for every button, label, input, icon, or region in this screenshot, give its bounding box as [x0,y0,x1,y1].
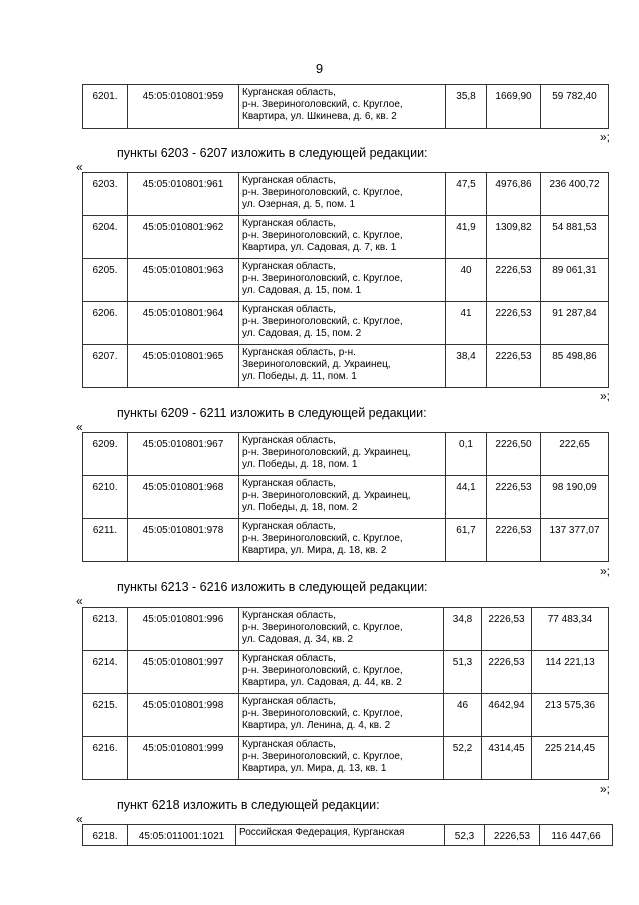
address-line: р-н. Звериноголовский, с. Круглое, [242,533,403,544]
close-quote: »; [600,782,611,796]
close-quote: »; [600,564,611,578]
address-line: Курганская область, [242,175,336,186]
sum: 89 061,31 [541,259,609,302]
address-line: ул. Озерная, д. 5, пом. 1 [242,199,356,210]
address-line: р-н. Звериноголовский, с. Круглое, [242,751,403,762]
row-number: 6211. [83,519,128,562]
paragraph-1: пункты 6203 - 6207 изложить в следующей редакции: [117,146,428,160]
sum: 116 447,66 [540,825,613,846]
cadastral-number: 45:05:010801:963 [128,259,239,302]
address-line: ул. Победы, д. 18, пом. 2 [242,502,358,513]
row-number: 6215. [83,694,128,737]
sum: 77 483,34 [532,608,609,651]
address-line: Звериноголовский, д. Украинец, [242,359,391,370]
sum: 213 575,36 [532,694,609,737]
table-row [83,216,609,259]
address-line: Курганская область, [242,478,336,489]
rate: 2226,53 [487,519,541,562]
address: Курганская область, р-н. Звериноголовский, с. Круглое, Квартира, ул. Шкинева, д. 6, кв. 2 [239,85,446,129]
rate: 2226,53 [485,825,540,846]
address-line: Курганская область, р-н. [242,347,356,358]
address [239,345,446,388]
row-number: 6203. [83,173,128,216]
address-line: Курганская область, [242,610,336,621]
address-line: Курганская область, [242,218,336,229]
row-number: 6214. [83,651,128,694]
row-number: 6207. [83,345,128,388]
address-line: Курганская область, [242,261,336,272]
address-line: р-н. Звериноголовский, с. Круглое, [242,316,403,327]
open-quote: « [76,420,83,434]
rate: 4314,45 [482,737,532,780]
address-line: Квартира, ул. Ленина, д. 4, кв. 2 [242,720,391,731]
address-line: р-н. Звериноголовский, с. Круглое, [242,187,403,198]
address-line: Курганская область, [242,521,336,532]
rate: 1669,90 [487,85,541,129]
sum: 54 881,53 [541,216,609,259]
address-line: Российская Федерация, Курганская [239,827,405,838]
address [239,259,446,302]
area: 51,3 [444,651,482,694]
rate: 2226,53 [482,608,532,651]
address [239,302,446,345]
area: 0,1 [446,433,487,476]
table-row [83,825,613,846]
address-line: ул. Садовая, д. 34, кв. 2 [242,634,354,645]
address-line: р-н. Звериноголовский, с. Круглое, [242,665,403,676]
address-line: Курганская область, [242,696,336,707]
rate: 2226,53 [487,345,541,388]
close-quote: »; [600,130,611,144]
page-number: 9 [315,61,324,76]
cadastral-number: 45:05:010801:964 [128,302,239,345]
table-6201 [82,84,609,129]
address-line: ул. Победы, д. 11, пом. 1 [242,371,357,382]
address [239,476,446,519]
sum: 137 377,07 [541,519,609,562]
sum: 91 287,84 [541,302,609,345]
area: 34,8 [444,608,482,651]
table-row [83,302,609,345]
address [239,694,444,737]
cadastral-number: 45:05:010801:996 [128,608,239,651]
address-line: р-н. Звериноголовский, с. Круглое, [242,622,403,633]
address-line: р-н. Звериноголовский, с. Круглое, [242,708,403,719]
table-row [83,476,609,519]
address-line: Квартира, ул. Садовая, д. 7, кв. 1 [242,242,397,253]
address-line: Квартира, ул. Садовая, д. 44, кв. 2 [242,677,402,688]
area: 44,1 [446,476,487,519]
address [239,737,444,780]
table-row [83,608,609,651]
rate: 2226,53 [487,302,541,345]
table-group-1 [82,172,609,388]
open-quote: « [76,594,83,608]
table-row [83,651,609,694]
rate: 2226,53 [487,476,541,519]
area: 61,7 [446,519,487,562]
rate: 2226,50 [487,433,541,476]
cadastral-number: 45:05:010801:961 [128,173,239,216]
address-line: р-н. Звериноголовский, с. Круглое, [242,230,403,241]
area: 52,2 [444,737,482,780]
paragraph-2: пункты 6209 - 6211 изложить в следующей редакции: [117,406,427,420]
address [239,173,446,216]
close-quote: »; [600,389,611,403]
cadastral-number: 45:05:010801:962 [128,216,239,259]
sum: 225 214,45 [532,737,609,780]
address [239,651,444,694]
address-line: Квартира, ул. Мира, д. 13, кв. 1 [242,763,387,774]
row-number: 6204. [83,216,128,259]
area: 46 [444,694,482,737]
address [239,433,446,476]
cadastral-number: 45:05:010801:968 [128,476,239,519]
table-group-2 [82,432,609,562]
table-row [83,694,609,737]
sum: 222,65 [541,433,609,476]
address-line: Курганская область, [242,739,336,750]
row-number: 6209. [83,433,128,476]
address-line: ул. Победы, д. 18, пом. 1 [242,459,358,470]
area: 52,3 [445,825,485,846]
rate: 2226,53 [487,259,541,302]
address [239,608,444,651]
area: 47,5 [446,173,487,216]
table-row [83,259,609,302]
address-line: Курганская область, [242,435,336,446]
table-row [83,433,609,476]
sum: 85 498,86 [541,345,609,388]
sum: 59 782,40 [541,85,609,129]
sum: 98 190,09 [541,476,609,519]
address-line: Курганская область, [242,304,336,315]
rate: 4642,94 [482,694,532,737]
area: 38,4 [446,345,487,388]
paragraph-4: пункт 6218 изложить в следующей редакции: [117,798,380,812]
cadastral-number: 45:05:010801:978 [128,519,239,562]
cadastral-number: 45:05:010801:959 [128,85,239,129]
area: 41 [446,302,487,345]
address-line: р-н. Звериноголовский, с. Круглое, [242,273,403,284]
address-line: р-н. Звериноголовский, д. Украинец, [242,490,411,501]
sum: 236 400,72 [541,173,609,216]
row-number: 6216. [83,737,128,780]
cadastral-number: 45:05:010801:965 [128,345,239,388]
cadastral-number: 45:05:010801:967 [128,433,239,476]
address-line: Квартира, ул. Мира, д. 18, кв. 2 [242,545,387,556]
row-number: 6218. [83,825,128,846]
cadastral-number: 45:05:011001:1021 [128,825,236,846]
paragraph-3: пункты 6213 - 6216 изложить в следующей редакции: [117,580,428,594]
table-row [83,737,609,780]
rate: 1309,82 [487,216,541,259]
address [239,519,446,562]
table-row [83,519,609,562]
address [239,216,446,259]
open-quote: « [76,812,83,826]
table-group-4 [82,824,613,846]
area: 35,8 [446,85,487,129]
row-number: 6201. [83,85,128,129]
row-number: 6213. [83,608,128,651]
table-group-3 [82,607,609,780]
table-row [83,85,609,129]
area: 41,9 [446,216,487,259]
address-line: ул. Садовая, д. 15, пом. 1 [242,285,362,296]
row-number: 6206. [83,302,128,345]
rate: 4976,86 [487,173,541,216]
row-number: 6205. [83,259,128,302]
sum: 114 221,13 [532,651,609,694]
table-row [83,345,609,388]
address [236,825,445,846]
address-line: Курганская область, [242,653,336,664]
cadastral-number: 45:05:010801:999 [128,737,239,780]
area: 40 [446,259,487,302]
cadastral-number: 45:05:010801:997 [128,651,239,694]
row-number: 6210. [83,476,128,519]
cadastral-number: 45:05:010801:998 [128,694,239,737]
rate: 2226,53 [482,651,532,694]
address-line: р-н. Звериноголовский, д. Украинец, [242,447,411,458]
open-quote: « [76,160,83,174]
table-row [83,173,609,216]
address-line: ул. Садовая, д. 15, пом. 2 [242,328,362,339]
